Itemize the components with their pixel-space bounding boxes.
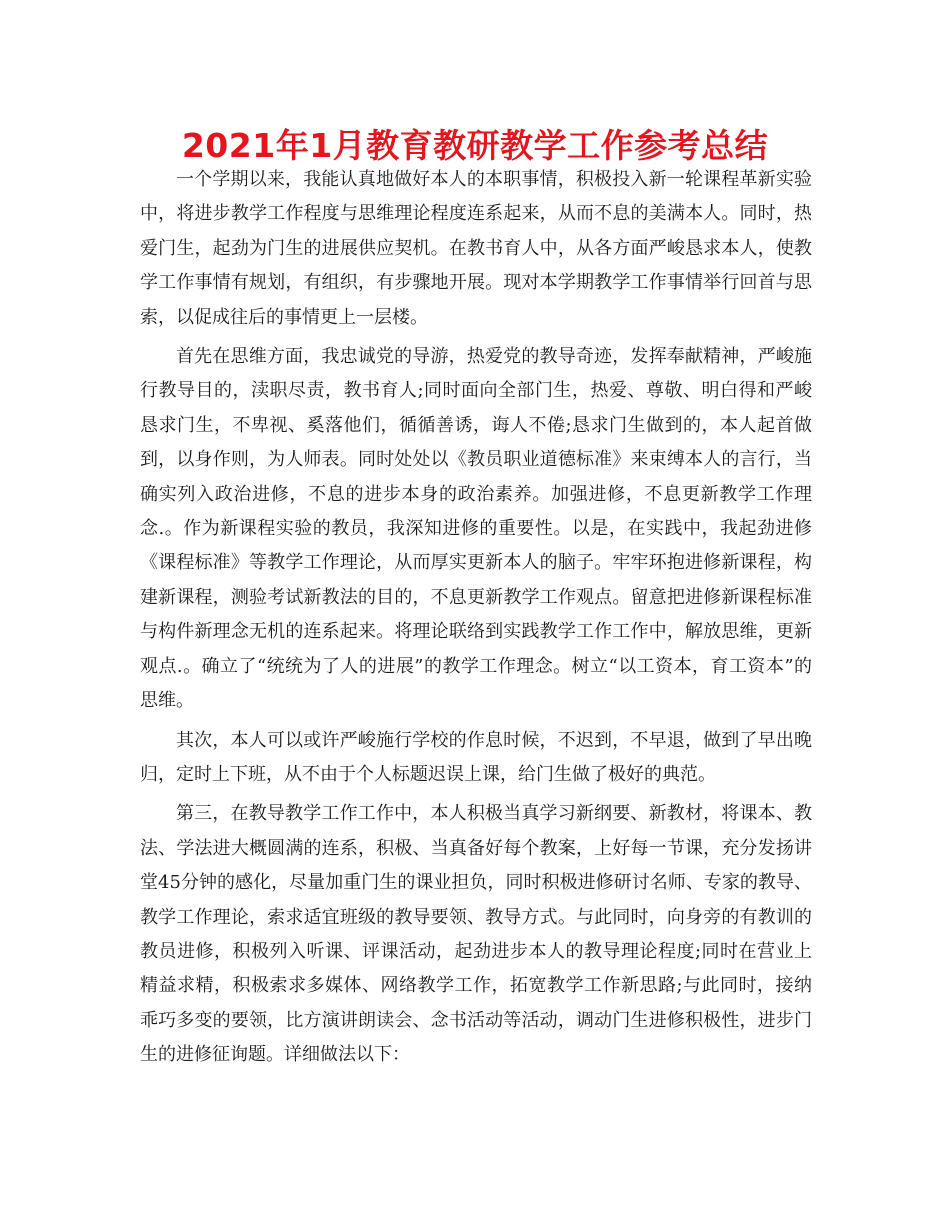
paragraph-2: 首先在思维方面，我忠诚党的导游，热爱党的教导奇迹，发挥奉献精神，严峻施行教导目的，渎职尽责，教书育人;同时面向全部门生，热爱、尊敬、明白得和严峻恳求门生，不卑视、奚落他们，循循善诱，诲人不倦;恳求门生做到的，本人起首做到，以身作则，为人师表。同时处处以《教员职业道德标准》来束缚本人的言行，当确实列入政治进修，不息的进步本身的政治素养。加强进修，不息更新教学工作理念.。作为新课程实验的教员，我深知进修的重要性。以是，在实践中，我起劲进修《课程标准》等教学工作理论，从而厚实更新本人的脑子。牢牢环抱进修新课程，构建新课程，测验考试新教法的目的，不息更新教学工作观点。留意把进修新课程标准与构件新理念无机的连系起来。将理论联络到实践教学工作工作中，解放思维，更新观点.。确立了“统统为了人的进展”的教学工作理念。树立“以工资本，育工资本”的思维。 [140, 346, 812, 712]
paragraph-1: 一个学期以来，我能认真地做好本人的本职事情，积极投入新一轮课程革新实验中，将进步教学工作程度与思维理论程度连系起来，从而不息的美满本人。同时，热爱门生，起劲为门生的进展供应契机。在教书育人中，从各方面严峻恳求本人，使教学工作事情有规划，有组织，有步骤地开展。现对本学期教学工作事情举行回首与思索，以促成往后的事情更上一层楼。 [140, 169, 812, 328]
document-title: 2021年1月教育教研教学工作参考总结 [181, 126, 769, 165]
document-body [140, 163, 812, 1078]
paragraph-4: 第三，在教导教学工作工作中，本人积极当真学习新纲要、新教材，将课本、教法、学法进大概圆满的连系，积极、当真备好每个教案，上好每一节课，充分发扬讲堂45分钟的感化，尽量加重门生的课业担负，同时积极进修研讨名师、专家的教导、教学工作理论，索求适宜班级的教导要领、教导方式。与此同时，向身旁的有教训的教员进修，积极列入听课、评课活动，起劲进步本人的教导理论程度;同时在营业上精益求精，积极索求多媒体、网络教学工作，拓宽教学工作新思路;与此同时，接纳乖巧多变的要领，比方演讲朗读会、念书活动等活动，调动门生进修积极性，进步门生的进修征询题。详细做法以下： [140, 803, 812, 1066]
paragraph-3: 其次，本人可以或许严峻施行学校的作息时候，不迟到，不早退，做到了早出晚归，定时上下班，从不由于个人标题迟误上课，给门生做了极好的典范。 [140, 729, 812, 785]
